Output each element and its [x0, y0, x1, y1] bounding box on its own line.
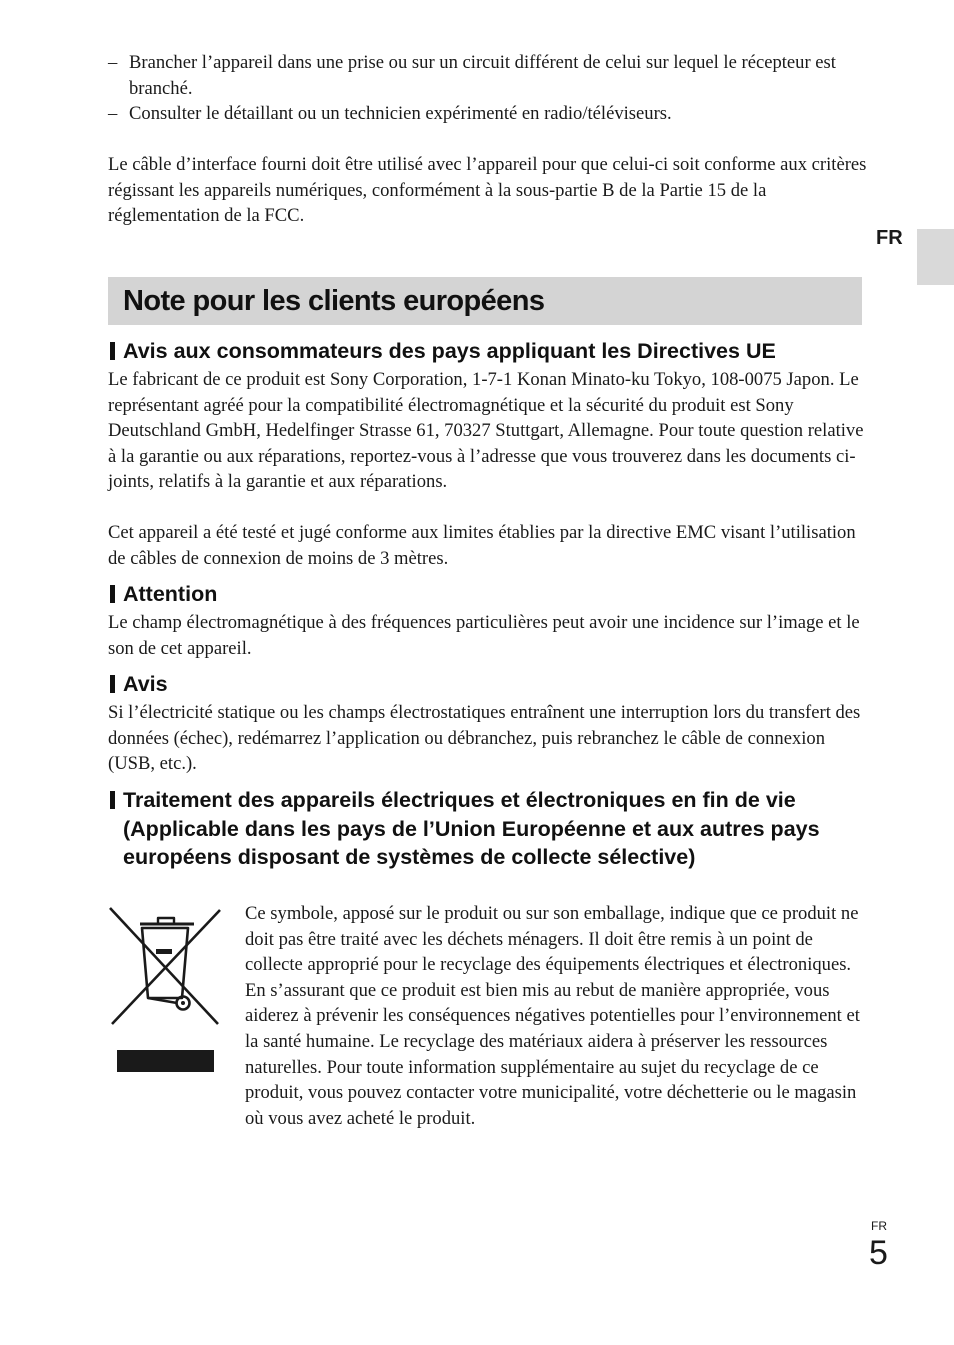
heading-avis-consommateurs [108, 337, 868, 366]
bullet-text: Brancher l’appareil dans une prise ou sur un circuit différent de celui sur lequel le récepteur est branché. [129, 52, 836, 99]
page-number: 5 [869, 1234, 888, 1272]
heading-avis [108, 670, 868, 699]
manufacturer-paragraph: Le fabricant de ce produit est Sony Corporation, 1-7-1 Konan Minato-ku Tokyo, 108-0075 Japon. Le représentant agréé pour la compatibilité électromagnétique et la sécurité du produit est Sony Deutschland GmbH, Hedelfinger Strasse 61, 70327 Stuttgart, Allemagne. Pour toute question relative à la garantie ou aux réparations, reportez-vous à l’adresse que vous trouverez dans les documents ci-joints, relatifs à la garantie et aux réparations. [108, 369, 864, 493]
bullet-dash: – [108, 103, 118, 125]
bullet-item [108, 101, 868, 127]
attention-paragraph: Le champ électromagnétique à des fréquences particulières peut avoir une incidence sur l’image et le son de cet appareil. [108, 612, 860, 659]
traitement-paragraph-wrapper [108, 901, 868, 1131]
avis-paragraph: Si l’électricité statique ou les champs électrostatiques entraînent une interruption lors du transfert des données (échec), redémarrez l’application ou débranchez, puis rebranchez le câble de connexion (USB, etc.). [108, 702, 861, 775]
heading-marker [110, 791, 115, 809]
heading-marker [110, 342, 115, 360]
bullet-dash: – [108, 52, 118, 73]
heading-text: Traitement des appareils électriques et électroniques en fin de vie (Applicable dans les pays de l’Union Européenne et aux autres pays européens disposant de systèmes de collecte sélective) [123, 788, 820, 869]
page-language: FR [871, 1219, 887, 1233]
bullet-item [108, 50, 868, 101]
fcc-paragraph: Le câble d’interface fourni doit être utilisé avec l’appareil pour que celui-ci soit conforme aux critères régissant les appareils numériques, conformément à la sous-partie B de la Partie 15 de la réglementation de la FCC. [108, 154, 867, 227]
icon-space [108, 901, 245, 1106]
heading-traitement [108, 786, 848, 872]
section-banner [108, 277, 862, 325]
emc-paragraph: Cet appareil a été testé et jugé conforme aux limites établies par la directive EMC visant l’utilisation de câbles de connexion de moins de 3 mètres. [108, 522, 856, 569]
language-label: FR [876, 227, 903, 249]
language-tab [917, 229, 954, 285]
heading-attention [108, 580, 868, 609]
heading-text: Avis aux consommateurs des pays appliquant les Directives UE [123, 339, 776, 363]
heading-text: Attention [123, 582, 218, 606]
bullet-list [108, 50, 868, 127]
bullet-text: Consulter le détaillant ou un technicien expérimenté en radio/téléviseurs. [129, 103, 672, 125]
heading-text: Avis [123, 672, 168, 696]
section-title: Note pour les clients européens [123, 285, 545, 317]
traitement-paragraph: Ce symbole, apposé sur le produit ou sur son emballage, indique que ce produit ne doit pas être traité avec les déchets ménagers. Il doit être remis à un point de collecte approprié pour le recyclage des équipements électriques et électroniques. En s’assurant que ce produit est bien mis au rebut de manière appropriée, vous aiderez à prévenir les conséquences négatives potentielles pour l’environnement et la santé humaine. Le recyclage des matériaux aidera à préserver les ressources naturelles. Pour toute information supplémentaire au sujet du recyclage de ce produit, vous pouvez contacter votre municipalité, votre déchetterie ou le magasin où vous avez acheté le produit. [245, 903, 860, 1129]
heading-marker [110, 585, 115, 603]
heading-marker [110, 675, 115, 693]
